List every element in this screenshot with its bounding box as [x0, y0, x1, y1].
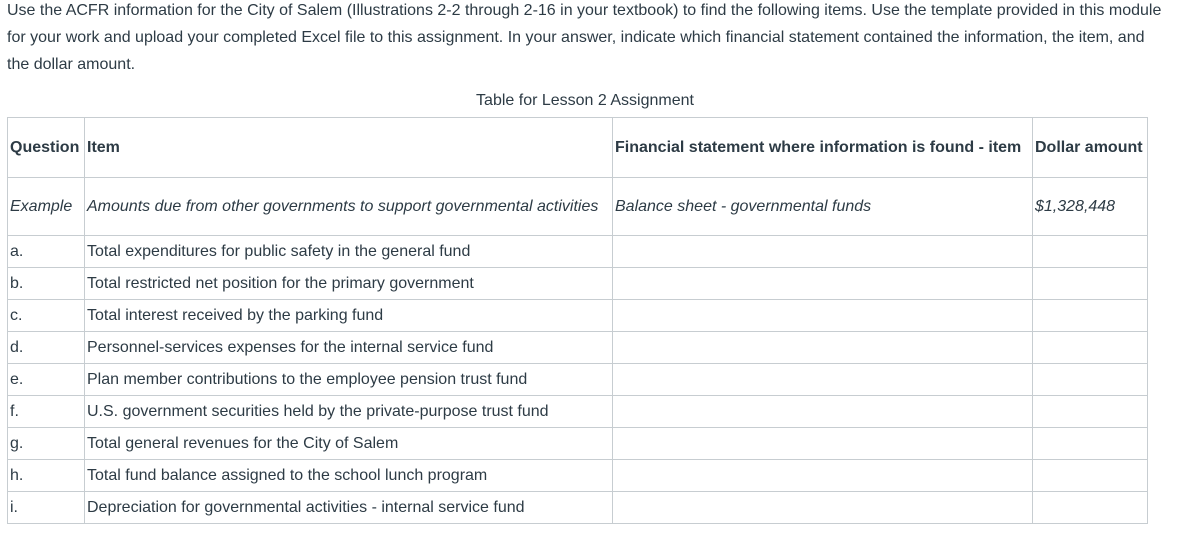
question-label: a.: [8, 236, 85, 268]
question-label: f.: [8, 396, 85, 428]
answer-statement-cell: [613, 236, 1033, 268]
table-caption: Table for Lesson 2 Assignment: [476, 92, 694, 109]
assignment-table: [7, 117, 1148, 524]
example-row: [8, 178, 1148, 236]
question-label: g.: [8, 428, 85, 460]
question-label: d.: [8, 332, 85, 364]
question-label: h.: [8, 460, 85, 492]
question-item: Total expenditures for public safety in the general fund: [85, 236, 613, 268]
answer-statement-cell: [613, 492, 1033, 524]
table-row: [8, 364, 1148, 396]
question-item: Plan member contributions to the employee pension trust fund: [85, 364, 613, 396]
question-item: Personnel-services expenses for the internal service fund: [85, 332, 613, 364]
example-item: Amounts due from other governments to support governmental activities: [85, 178, 613, 236]
answer-amount-cell: [1033, 236, 1148, 268]
assignment-instructions: Use the ACFR information for the City of Salem (Illustrations 2-2 through 2-16 in your textbook) to find the following items. Use the template provided in this module for your work and upload your completed Excel file to this assignment. In your answer, indicate which financial statement contained the information, the item, and the dollar amount.: [7, 2, 1162, 73]
table-row: [8, 396, 1148, 428]
question-item: Total restricted net position for the primary government: [85, 268, 613, 300]
question-label: c.: [8, 300, 85, 332]
answer-statement-cell: [613, 300, 1033, 332]
table-row: [8, 268, 1148, 300]
header-statement: Financial statement where information is found - item: [613, 118, 1033, 178]
example-statement: Balance sheet - governmental funds: [613, 178, 1033, 236]
header-amount: Dollar amount: [1033, 118, 1148, 178]
question-item: Total fund balance assigned to the school lunch program: [85, 460, 613, 492]
question-item: Depreciation for governmental activities - internal service fund: [85, 492, 613, 524]
answer-amount-cell: [1033, 428, 1148, 460]
question-label: e.: [8, 364, 85, 396]
question-label: b.: [8, 268, 85, 300]
answer-amount-cell: [1033, 396, 1148, 428]
answer-statement-cell: [613, 364, 1033, 396]
answer-amount-cell: [1033, 268, 1148, 300]
answer-amount-cell: [1033, 492, 1148, 524]
answer-amount-cell: [1033, 332, 1148, 364]
table-row: [8, 332, 1148, 364]
question-item: U.S. government securities held by the private-purpose trust fund: [85, 396, 613, 428]
answer-statement-cell: [613, 332, 1033, 364]
table-row: [8, 428, 1148, 460]
answer-statement-cell: [613, 268, 1033, 300]
answer-statement-cell: [613, 428, 1033, 460]
question-item: Total general revenues for the City of Salem: [85, 428, 613, 460]
table-row: [8, 236, 1148, 268]
table-row: [8, 492, 1148, 524]
answer-statement-cell: [613, 460, 1033, 492]
header-item: Item: [85, 118, 613, 178]
table-row: [8, 300, 1148, 332]
table-row: [8, 460, 1148, 492]
answer-amount-cell: [1033, 364, 1148, 396]
header-question: Question: [8, 118, 85, 178]
question-item: Total interest received by the parking fund: [85, 300, 613, 332]
example-question: Example: [8, 178, 85, 236]
example-amount: $1,328,448: [1033, 178, 1148, 236]
answer-statement-cell: [613, 396, 1033, 428]
table-header-row: [8, 118, 1148, 178]
question-label: i.: [8, 492, 85, 524]
answer-amount-cell: [1033, 300, 1148, 332]
answer-amount-cell: [1033, 460, 1148, 492]
